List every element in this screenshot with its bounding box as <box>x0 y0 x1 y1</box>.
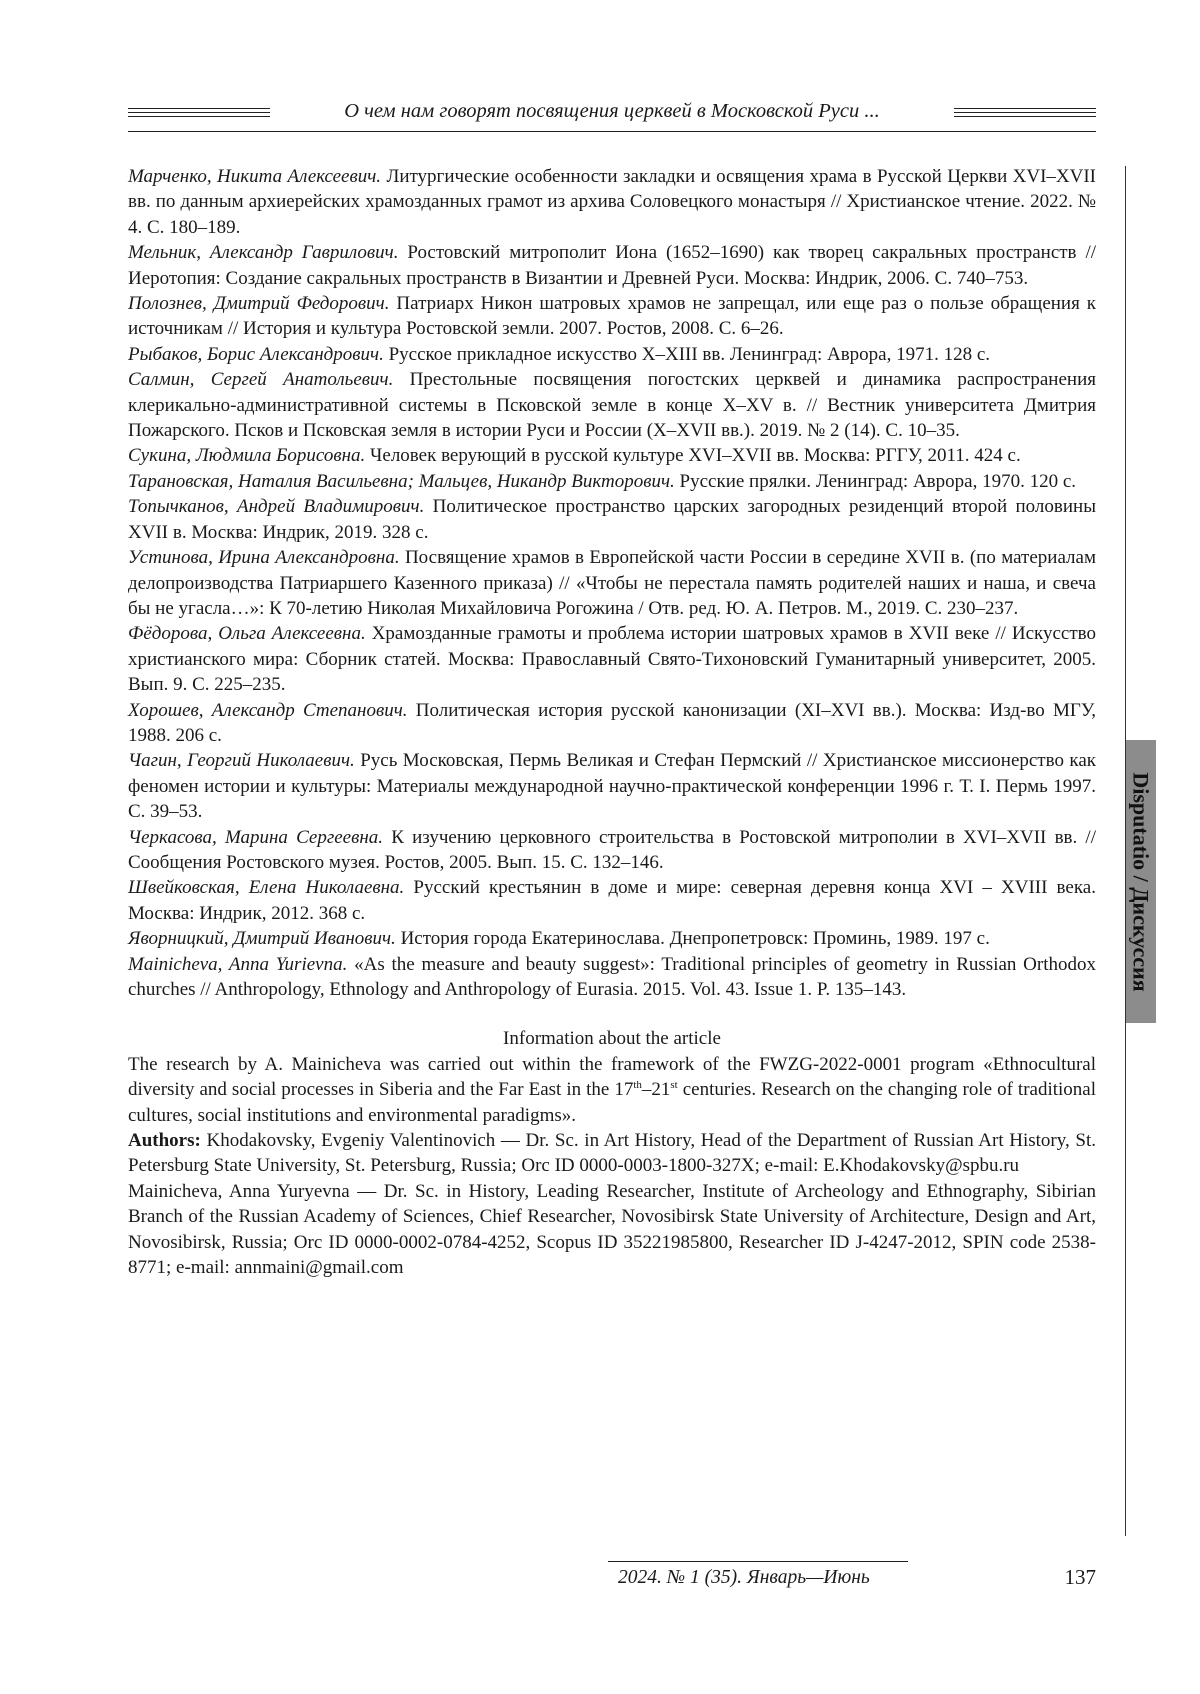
reference-entry <box>128 469 1096 494</box>
funding-paragraph <box>128 1052 1096 1128</box>
issue-info: 2024. № 1 (35). Январь—Июнь <box>618 1567 870 1588</box>
reference-text: К изучению церковного строительства в Ростовской митрополии в XVI–XVII вв. // Сообщения Ростовского музея. Ростов, 2005. Вып. 15. С. 132–146. <box>128 826 1096 873</box>
running-header <box>128 96 1096 132</box>
section-tab <box>1126 740 1156 1023</box>
reference-author: Тарановская, Наталия Васильевна; Мальцев, Никандр Викторович. <box>128 470 675 492</box>
header-underline <box>128 131 1096 132</box>
main-content <box>128 164 1096 1280</box>
funding-text-2: –21 <box>641 1079 671 1101</box>
reference-text: Русь Московская, Пермь Великая и Стефан Пермский // Христианское миссионерство как феномен истории и культуры: Материалы международной научно-практической конференции 1996 г. Т. I. Пермь 1997. С. 39–53. <box>128 750 1096 823</box>
reference-text: Политическая история русской канонизации (XI–XVI вв.). Москва: Изд-во МГУ, 1988. 206 с. <box>128 699 1096 746</box>
reference-entry <box>128 825 1096 876</box>
reference-text: Русский крестьянин в доме и мире: северная деревня конца XVI – XVIII века. Москва: Индрик, 2012. 368 с. <box>128 877 1096 924</box>
reference-entry <box>128 952 1096 1003</box>
header-rule-left <box>128 108 270 120</box>
reference-text: Патриарх Никон шатровых храмов не запрещал, или еще раз о пользе обращения к источникам // История и культура Ростовской земли. 2007. Ростов, 2008. С. 6–26. <box>128 293 1096 340</box>
footer-rule <box>608 1561 908 1562</box>
reference-entry <box>128 443 1096 468</box>
author-2-paragraph: Mainicheva, Anna Yuryevna — Dr. Sc. in History, Leading Researcher, Institute of Archeology and Ethnography, Sibirian Branch of the Russian Academy of Sciences, Chief Researcher, Novosibirsk State University of Architecture, Design and Art, Novosibirsk, Russia; Orc ID 0000-0002-0784-4252, Scopus ID 35221985800, Researcher ID J-4247-2012, SPIN code 2538-8771; e-mail: annmaini@gmail.com <box>128 1180 1096 1279</box>
reference-entry <box>128 291 1096 342</box>
funding-sup-1: th <box>633 1079 642 1092</box>
funding-sup-2: st <box>670 1079 678 1092</box>
reference-text: Литургические особенности закладки и освящения храма в Русской Церкви XVI–XVII вв. по данным архиерейских храмозданных грамот из архива Соловецкого монастыря // Христианское чтение. 2022. № 4. С. 180–189. <box>128 166 1097 238</box>
reference-text: Человек верующий в русской культуре XVI–XVII вв. Москва: РГГУ, 2011. 424 с. <box>365 445 1021 467</box>
reference-author: Mainicheva, Anna Yurievna. <box>128 953 348 975</box>
reference-entry <box>128 875 1096 926</box>
reference-author: Яворницкий, Дмитрий Иванович. <box>128 928 396 950</box>
reference-author: Черкасова, Марина Сергеевна. <box>128 826 384 848</box>
reference-text: Политическое пространство царских загородных резиденций второй половины XVII в. Москва: Индрик, 2019. 328 с. <box>128 496 1096 543</box>
reference-text: Русское прикладное искусство X–XIII вв. Ленинград: Аврора, 1971. 128 с. <box>383 343 991 365</box>
authors-label: Authors: <box>128 1130 201 1152</box>
reference-text: «As the measure and beauty suggest»: Traditional principles of geometry in Russian Orthodox churches // Anthropology, Ethnology and Anthropology of Eurasia. 2015. Vol. 43. Issue 1. P. 135–143. <box>128 953 1097 1000</box>
reference-entry <box>128 164 1096 240</box>
reference-entry <box>128 342 1096 367</box>
reference-author: Сукина, Людмила Борисовна. <box>128 445 366 467</box>
page-number: 137 <box>1064 1565 1096 1589</box>
reference-author: Фёдорова, Ольга Алексеевна. <box>128 623 366 645</box>
reference-author: Марченко, Никита Алексеевич. <box>128 166 382 187</box>
author-1-info: Khodakovsky, Evgeniy Valentinovich — Dr. Sc. in Art History, Head of the Department of Russian Art History, St. Petersburg State University, St. Petersburg, Russia; Orc ID 0000-0003-1800-327X; e-mail: E.Khodakovsky@spbu.ru <box>128 1130 1096 1177</box>
reference-text: Посвящение храмов в Европейской части России в середине XVII в. (по материалам делопроизводства Патриаршего Казенного приказа) // «Чтобы не перестала память родителей наших и наша, и свеча бы не угасла…»: К 70-летию Николая Михайловича Рогожина / Отв. ред. Ю. А. Петров. М., 2019. С. 230–237. <box>128 547 1096 619</box>
reference-entry <box>128 698 1096 749</box>
reference-author: Устинова, Ирина Александровна. <box>128 547 400 569</box>
reference-list <box>128 164 1096 1002</box>
reference-author: Хорошев, Александр Степанович. <box>128 699 408 721</box>
page-footer <box>608 1561 1096 1597</box>
reference-entry <box>128 545 1096 621</box>
reference-entry <box>128 926 1096 951</box>
reference-entry <box>128 240 1096 291</box>
header-rule-right <box>954 108 1096 120</box>
reference-entry <box>128 621 1096 697</box>
reference-entry <box>128 367 1096 443</box>
running-title: О чем нам говорят посвящения церквей в Московской Руси ... <box>344 100 880 122</box>
reference-author: Полознев, Дмитрий Федорович. <box>128 293 390 315</box>
author-1-paragraph <box>128 1128 1096 1179</box>
funding-text-1: The research by A. Mainicheva was carried out within the framework of the FWZG-2022-0001 program «Ethnocultural diversity and social processes in Siberia and the Far East in the 17 <box>128 1053 1096 1101</box>
reference-author: Швейковская, Елена Николаевна. <box>128 877 405 899</box>
reference-author: Топычканов, Андрей Владимирович. <box>128 496 425 518</box>
reference-text: История города Екатеринослава. Днепропетровск: Проминь, 1989. 197 с. <box>395 928 990 950</box>
reference-text: Престольные посвящения погостских церквей и динамика распространения клерикально-административной системы в Псковской земле в конце X–XV в. // Вестник университета Дмитрия Пожарского. Псков и Псковская земля в истории Руси и России (X–XVII вв.). 2019. № 2 (14). С. 10–35. <box>128 369 1096 442</box>
reference-text: Ростовский митрополит Иона (1652–1690) как творец сакральных пространств // Иеротопия: Создание сакральных пространств в Византии и Древней Руси. Москва: Индрик, 2006. С. 740–753. <box>128 242 1096 289</box>
reference-text: Храмозданные грамоты и проблема истории шатровых храмов в XVII веке // Искусство христианского мира: Сборник статей. Москва: Православный Свято-Тихоновский Гуманитарный университет, 2005. Вып. 9. С. 225–235. <box>128 623 1097 696</box>
reference-author: Мельник, Александр Гаврилович. <box>128 242 399 264</box>
reference-author: Салмин, Сергей Анатольевич. <box>128 369 394 391</box>
section-tab-label: Disputatio / Дискуссия <box>1129 771 1154 992</box>
funding-text-3: centuries. Research on the changing role of traditional cultures, social institutions and environmental paradigms». <box>128 1079 1096 1126</box>
info-heading: Information about the article <box>503 1028 721 1050</box>
reference-entry <box>128 748 1096 824</box>
reference-author: Рыбаков, Борис Александрович. <box>128 343 384 365</box>
reference-text: Русские прялки. Ленинград: Аврора, 1970. 120 с. <box>674 470 1077 492</box>
reference-entry <box>128 494 1096 545</box>
reference-author: Чагин, Георгий Николаевич. <box>128 750 355 772</box>
